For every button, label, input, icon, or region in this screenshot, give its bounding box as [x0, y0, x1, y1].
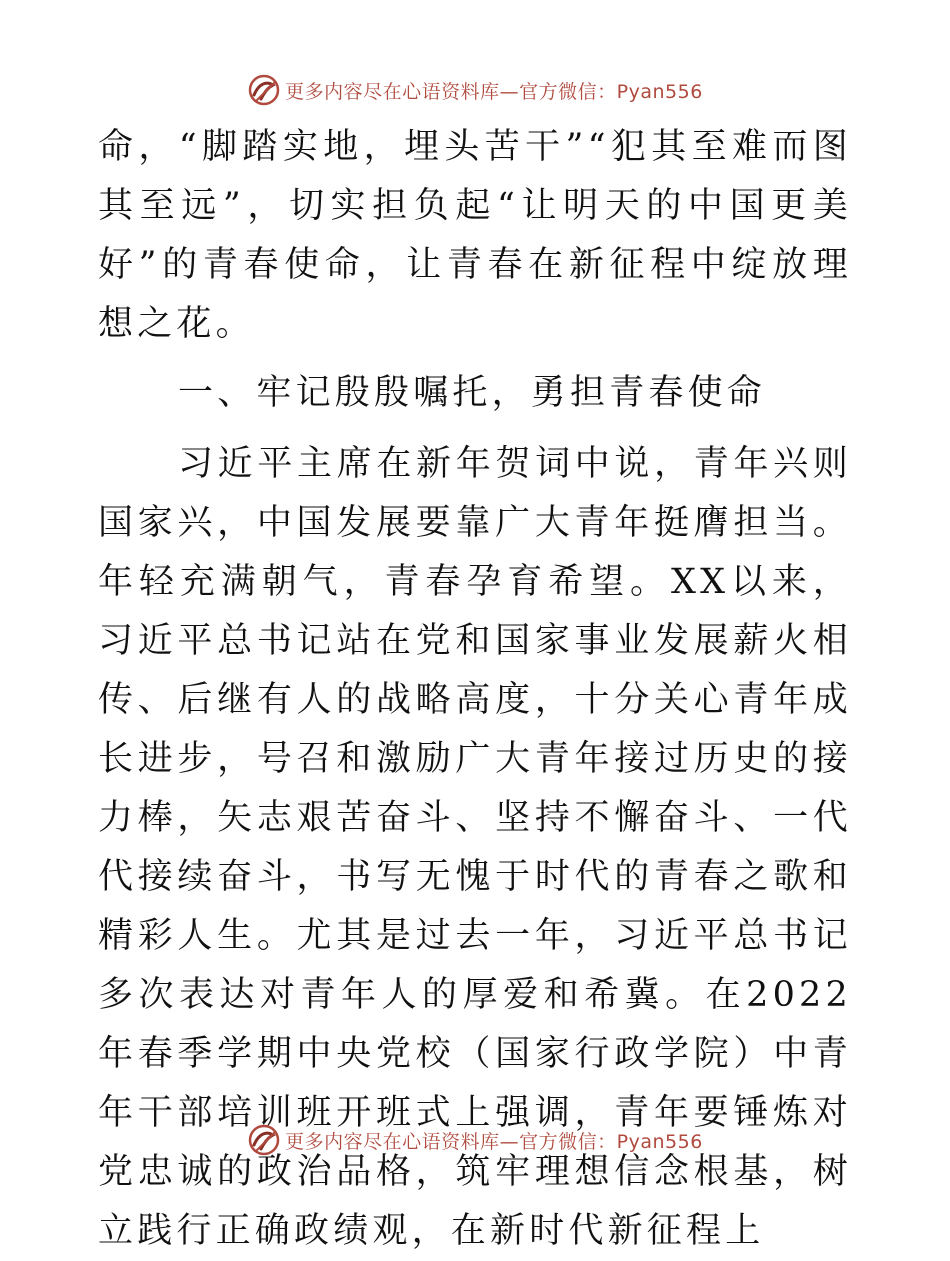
paragraph-continued: 命，“脚踏实地，埋头苦干”“犯其至难而图其至远”，切实担负起“让明天的中国更美好”的青春使命，让青春在新征程中绽放理想之花。	[98, 127, 852, 344]
document-body	[98, 118, 852, 1261]
signature-logo-icon	[247, 1123, 281, 1157]
footer-banner-text: 更多内容尽在心语资料库—官方微信：Pyan556	[285, 1130, 703, 1153]
section-heading: 一、牢记殷殷嘱托，勇担青春使命	[178, 373, 767, 413]
footer-banner	[0, 1120, 950, 1160]
header-banner	[0, 70, 950, 110]
paragraph-body: 习近平主席在新年贺词中说，青年兴则国家兴，中国发展要靠广大青年挺膺担当。年轻充满朝气，青春孕育希望。XX以来，习近平总书记站在党和国家事业发展薪火相传、后继有人的战略高度，十分关心青年成长进步，号召和激励广大青年接过历史的接力棒，矢志艰苦奋斗、坚持不懈奋斗、一代代接续奋斗，书写无愧于时代的青春之歌和精彩人生。尤其是过去一年，习近平总书记多次表达对青年人的厚爱和希冀。在2022年春季学期中央党校（国家行政学院）中青年干部培训班开班式上强调，青年要锤炼对党忠诚的政治品格，筑牢理想信念根基，树立践行正确政绩观，在新时代新征程上	[98, 444, 852, 1251]
signature-logo-icon	[247, 73, 281, 107]
header-banner-text: 更多内容尽在心语资料库—官方微信：Pyan556	[285, 80, 703, 103]
